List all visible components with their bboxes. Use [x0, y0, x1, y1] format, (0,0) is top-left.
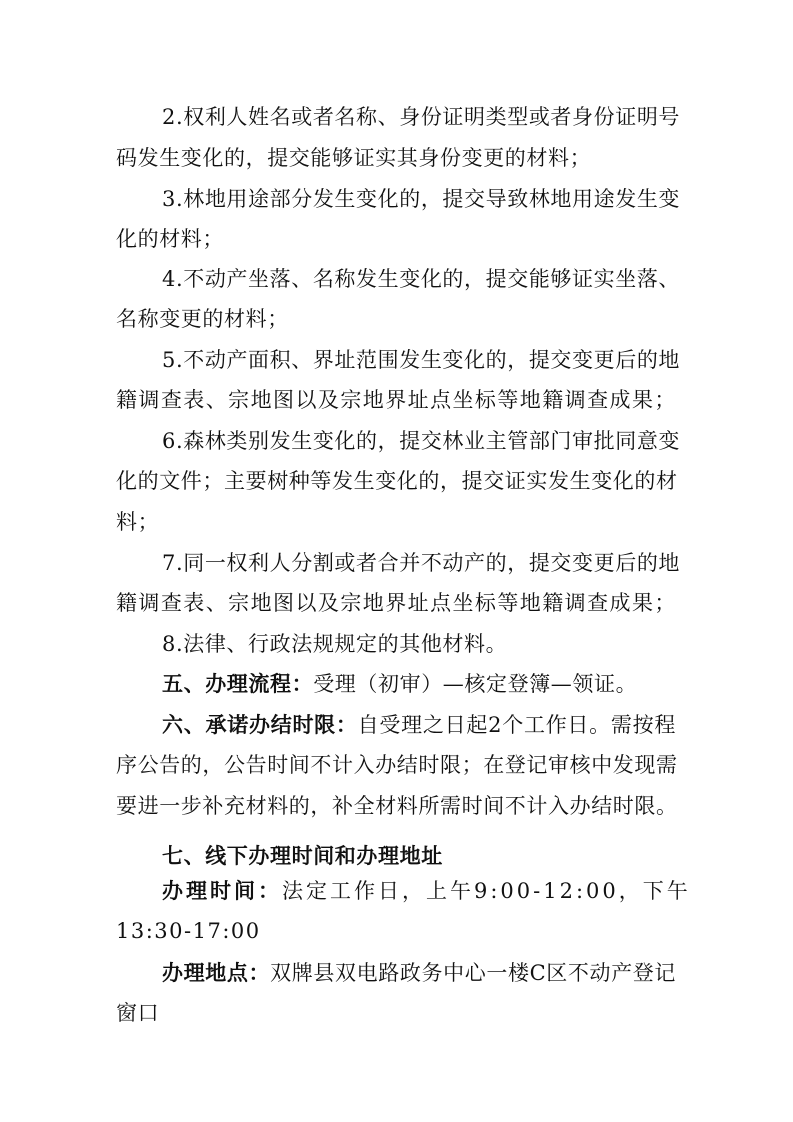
item-3-line-1: 3.林地用途部分发生变化的，提交导致林地用途发生变: [162, 187, 681, 211]
item-4-line-1: 4.不动产坐落、名称发生变化的，提交能够证实坐落、: [162, 267, 681, 291]
item-6-line-3: 料；: [116, 510, 160, 534]
time-label: 办理时间：: [162, 878, 282, 903]
section-5-line: [162, 669, 676, 699]
section-7-place-line-1: [162, 958, 676, 988]
section-6-line-2: 序公告的，公告时间不计入办结时限；在登记审核中发现需: [116, 753, 678, 777]
section-6-line-1: [162, 710, 676, 740]
section-7-heading: 七、线下办理时间和办理地址: [162, 843, 443, 868]
item-5-line-2: 籍调查表、宗地图以及宗地界址点坐标等地籍调查成果；: [116, 388, 676, 412]
section-7-time-line-2: 13:30-17:00: [116, 919, 261, 943]
item-3-line-2: 化的材料；: [116, 227, 224, 251]
section-6-line-3: 要进一步补充材料的，补全材料所需时间不计入办结时限。: [116, 794, 678, 818]
time-text-1: 法定工作日，上午9:00-12:00，下午: [282, 879, 691, 903]
item-5-line-1: 5.不动产面积、界址范围发生变化的，提交变更后的地: [162, 348, 681, 372]
item-7-line-2: 籍调查表、宗地图以及宗地界址点坐标等地籍调查成果；: [116, 591, 676, 615]
section-6-heading: 六、承诺办结时限：: [162, 712, 358, 737]
item-6-line-1: 6.森林类别发生变化的，提交林业主管部门审批同意变: [162, 429, 681, 453]
place-text-1: 双牌县双电路政务中心一楼C区不动产登记: [270, 961, 677, 985]
item-4-line-2: 名称变更的材料；: [116, 307, 289, 331]
item-6-line-2: 化的文件；主要树种等发生变化的，提交证实发生变化的材: [116, 469, 678, 493]
item-8-line-1: 8.法律、行政法规规定的其他材料。: [162, 632, 508, 656]
section-7-place-line-2: 窗口: [116, 1001, 160, 1025]
item-7-line-1: 7.同一权利人分割或者合并不动产的，提交变更后的地: [162, 551, 681, 575]
item-2-line-1: 2.权利人姓名或者名称、身份证明类型或者身份证明号: [162, 105, 681, 129]
place-label: 办理地点：: [162, 960, 271, 985]
section-5-text: 受理（初审）—核定登簿—领证。: [313, 672, 638, 696]
item-2-line-2: 码发生变化的，提交能够证实其身份变更的材料；: [116, 146, 592, 170]
section-6-text-1: 自受理之日起2个工作日。需按程: [357, 713, 676, 737]
section-7-time-line-1: [162, 876, 691, 906]
section-5-heading: 五、办理流程：: [162, 671, 314, 696]
